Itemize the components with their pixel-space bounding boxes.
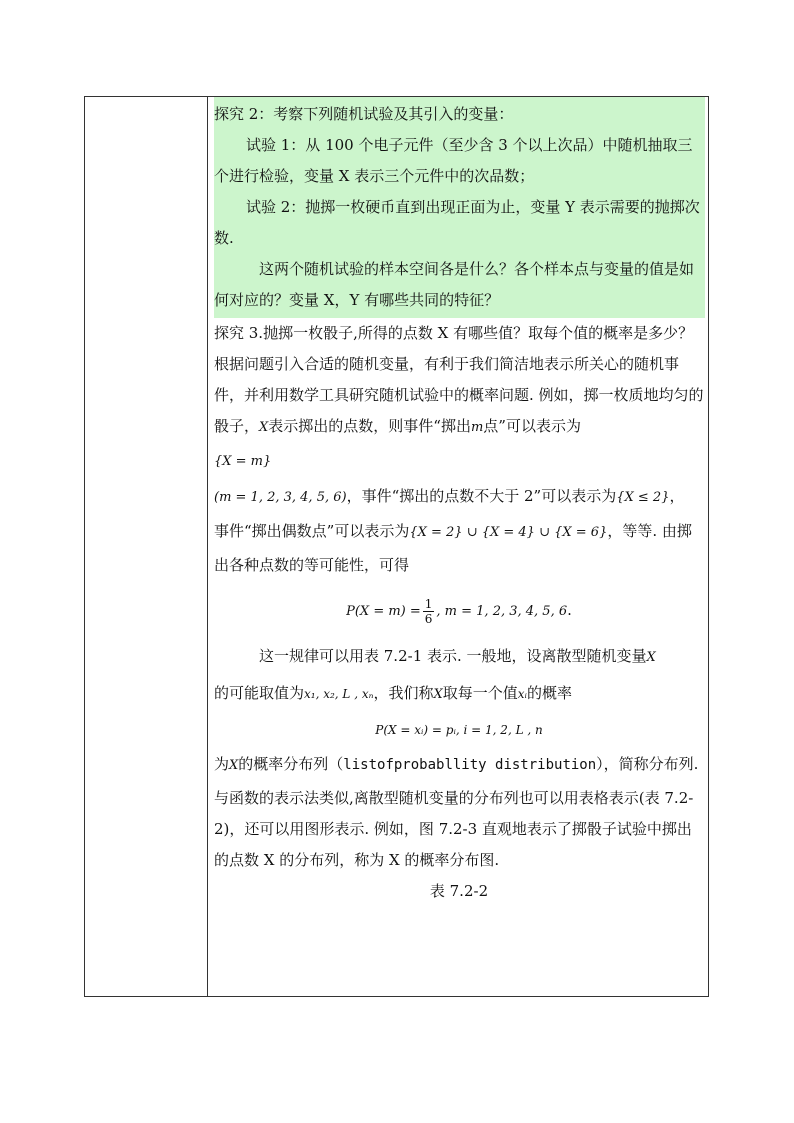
formula2-expr: P(X = xᵢ) = pᵢ, i = 1, 2, L , n (375, 723, 543, 737)
explore2-trial2: 试验 2：抛掷一枚硬币直到出现正面为止，变量 Y 表示需要的抛掷次数. (214, 198, 700, 247)
column-divider (207, 97, 208, 996)
para6-text-a: 为 (214, 755, 230, 773)
formula-uniform (214, 582, 704, 638)
content-cell (209, 97, 704, 907)
para6-text-b: 的概率分布列（ (238, 755, 344, 773)
values-expr: x₁, x₂, L , xₙ (304, 687, 374, 701)
explore2-trial1: 试验 1：从 100 个电子元件（至少含 3 个以上次品）中随机抽取三个进行检验，变量 X 表示三个元件中的次品数； (214, 136, 693, 185)
paragraph-6 (214, 747, 704, 783)
para4-text-a: 这一规律可以用表 7.2-1 表示. 一般地，设离散型随机变量 (259, 647, 647, 665)
explore2-title: 探究 2：考察下列随机试验及其引入的变量： (214, 105, 514, 123)
fraction-numerator: 1 (424, 596, 433, 611)
var-x: X (259, 420, 269, 435)
set-x-eq-m-expr: {X = m} (214, 454, 272, 469)
table-caption: 表 7.2-2 (429, 882, 489, 900)
para6-text-c: ），简称分布列. (596, 755, 699, 773)
paragraph-7: 与函数的表示法类似,离散型随机变量的分布列也可以用表格表示(表 7.2-2)，还可以用图形表示. 例如，图 7.2-3 直观地表示了掷骰子试验中掷出的点数 X 的分布列，称为 X 的概率分布图. (214, 789, 694, 869)
english-term: listofprobabllity distribution (343, 757, 597, 773)
para3-text-b: ，等等. 由掷出各种点数的等可能性，可得 (214, 522, 692, 574)
para1-text-b: 表示掷出的点数，则事件“掷出 (268, 417, 471, 435)
para1-text-c: 点”可以表示为 (483, 417, 581, 435)
para2-text-a: ，事件“掷出的点数不大于 2”可以表示为 (346, 487, 617, 505)
formula1-dot: . (567, 601, 572, 619)
fraction-one-sixth (423, 597, 435, 626)
para5-text-c: 取每一个值 (442, 684, 518, 702)
para5-text-d: 的概率 (526, 684, 572, 702)
paragraph-2 (214, 479, 704, 515)
para1-text-a: 根据问题引入合适的随机变量，有利于我们简洁地表示所关心的随机事件，并利用数学工具研究随机试验中的概率问题. 例如，掷一枚质地均匀的骰子， (214, 355, 704, 435)
formula1-left: P(X = m) = (346, 604, 421, 619)
paragraph-1 (214, 349, 704, 443)
paragraph-3 (214, 515, 704, 582)
lesson-table (84, 96, 709, 997)
para3-text-a: 事件“掷出偶数点”可以表示为 (214, 522, 410, 540)
var-m: m (470, 420, 484, 435)
fraction-denominator: 6 (424, 611, 433, 626)
para5-text-b: ，我们称 (373, 684, 434, 702)
para5-text-a: 的可能取值为 (214, 684, 305, 702)
set-x-eq-m (214, 443, 704, 479)
set-even-expr: {X = 2} ∪ {X = 4} ∪ {X = 6} (409, 525, 608, 540)
var-x-3: X (433, 687, 443, 702)
explore3-text: 探究 3.抛掷一枚骰子,所得的点数 X 有哪些值？取每个值的概率是多少？ (214, 324, 694, 342)
formula1-right: , m = 1, 2, 3, 4, 5, 6 (436, 604, 568, 619)
para2-text-b: ， (669, 487, 685, 505)
paragraph-4 (214, 638, 704, 676)
var-xi: xᵢ (517, 687, 527, 701)
var-x-4: X (229, 758, 239, 773)
formula-distribution (214, 712, 704, 747)
set-le-2-expr: {X ≤ 2} (616, 490, 670, 505)
var-x-2: X (646, 650, 656, 665)
explore2-highlight (214, 97, 705, 318)
explore2-question: 这两个随机试验的样本空间各是什么？各个样本点与变量的值是如何对应的？变量 X，Y 有哪些共同的特征？ (214, 260, 695, 309)
m-range-expr: (m = 1, 2, 3, 4, 5, 6) (214, 490, 347, 505)
paragraph-5 (214, 676, 704, 712)
